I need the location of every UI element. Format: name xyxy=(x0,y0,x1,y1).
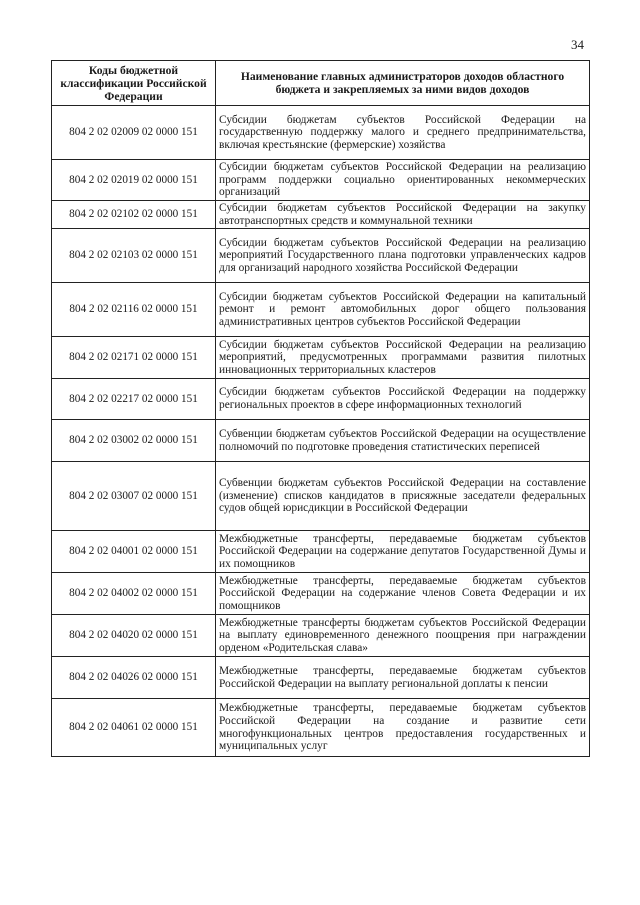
revenue-name-cell: Субсидии бюджетам субъектов Российской Федерации на реализацию мероприятий, предусмотренных программами развития пилотных инновационных территориальных кластеров xyxy=(216,337,590,379)
revenue-name-cell: Межбюджетные трансферты, передаваемые бюджетам субъектов Российской Федерации на создание и развитие сети многофункциональных центров предоставления государственных и муниципальных услуг xyxy=(216,699,590,757)
column-header-code: Коды бюджетной классификации Российской Федерации xyxy=(52,61,216,106)
table-header-row xyxy=(52,61,590,106)
table-row xyxy=(52,283,590,337)
budget-code-cell: 804 2 02 03002 02 0000 151 xyxy=(52,420,216,462)
revenue-name-cell: Межбюджетные трансферты бюджетам субъектов Российской Федерации на выплату единовременного денежного поощрения при награждении орденом «Родительская слава» xyxy=(216,615,590,657)
budget-code-cell: 804 2 02 02103 02 0000 151 xyxy=(52,229,216,283)
budget-classification-table xyxy=(51,60,590,757)
revenue-name-cell: Субсидии бюджетам субъектов Российской Федерации на закупку автотранспортных средств и коммунальной техники xyxy=(216,201,590,229)
table-row xyxy=(52,615,590,657)
revenue-name-cell: Субсидии бюджетам субъектов Российской Федерации на реализацию мероприятий Государственного плана подготовки управленческих кадров для организаций народного хозяйства Российской Федерации xyxy=(216,229,590,283)
budget-code-cell: 804 2 02 04002 02 0000 151 xyxy=(52,573,216,615)
budget-code-cell: 804 2 02 04061 02 0000 151 xyxy=(52,699,216,757)
table-row xyxy=(52,229,590,283)
budget-code-cell: 804 2 02 02019 02 0000 151 xyxy=(52,160,216,201)
budget-code-cell: 804 2 02 02171 02 0000 151 xyxy=(52,337,216,379)
page-number: 34 xyxy=(571,37,584,52)
revenue-name-cell: Межбюджетные трансферты, передаваемые бюджетам субъектов Российской Федерации на выплату региональной доплаты к пенсии xyxy=(216,657,590,699)
column-header-name: Наименование главных администраторов доходов областного бюджета и закрепляемых за ними видов доходов xyxy=(216,61,590,106)
budget-code-cell: 804 2 02 02102 02 0000 151 xyxy=(52,201,216,229)
table-row xyxy=(52,379,590,420)
budget-code-cell: 804 2 02 04020 02 0000 151 xyxy=(52,615,216,657)
revenue-name-cell: Субвенции бюджетам субъектов Российской Федерации на осуществление полномочий по подготовке проведения статистических переписей xyxy=(216,420,590,462)
budget-code-cell: 804 2 02 02009 02 0000 151 xyxy=(52,106,216,160)
revenue-name-cell: Субсидии бюджетам субъектов Российской Федерации на реализацию программ поддержки социально ориентированных некоммерческих организаций xyxy=(216,160,590,201)
table-row xyxy=(52,201,590,229)
table-row xyxy=(52,462,590,531)
table-row xyxy=(52,420,590,462)
table-row xyxy=(52,337,590,379)
revenue-name-cell: Субсидии бюджетам субъектов Российской Федерации на поддержку региональных проектов в сфере информационных технологий xyxy=(216,379,590,420)
budget-code-cell: 804 2 02 02217 02 0000 151 xyxy=(52,379,216,420)
budget-code-cell: 804 2 02 03007 02 0000 151 xyxy=(52,462,216,531)
budget-code-cell: 804 2 02 04026 02 0000 151 xyxy=(52,657,216,699)
revenue-name-cell: Субсидии бюджетам субъектов Российской Федерации на государственную поддержку малого и среднего предпринимательства, включая крестьянские (фермерские) хозяйства xyxy=(216,106,590,160)
table-row xyxy=(52,699,590,757)
revenue-name-cell: Субвенции бюджетам субъектов Российской Федерации на составление (изменение) списков кандидатов в присяжные заседатели федеральных судов общей юрисдикции в Российской Федерации xyxy=(216,462,590,531)
table-row xyxy=(52,573,590,615)
table-row xyxy=(52,106,590,160)
revenue-name-cell: Субсидии бюджетам субъектов Российской Федерации на капитальный ремонт и ремонт автомобильных дорог общего пользования административных центров субъектов Российской Федерации xyxy=(216,283,590,337)
budget-code-cell: 804 2 02 02116 02 0000 151 xyxy=(52,283,216,337)
table-row xyxy=(52,531,590,573)
table-row xyxy=(52,160,590,201)
revenue-name-cell: Межбюджетные трансферты, передаваемые бюджетам субъектов Российской Федерации на содержание депутатов Государственной Думы и их помощников xyxy=(216,531,590,573)
revenue-name-cell: Межбюджетные трансферты, передаваемые бюджетам субъектов Российской Федерации на содержание членов Совета Федерации и их помощников xyxy=(216,573,590,615)
budget-code-cell: 804 2 02 04001 02 0000 151 xyxy=(52,531,216,573)
table-row xyxy=(52,657,590,699)
